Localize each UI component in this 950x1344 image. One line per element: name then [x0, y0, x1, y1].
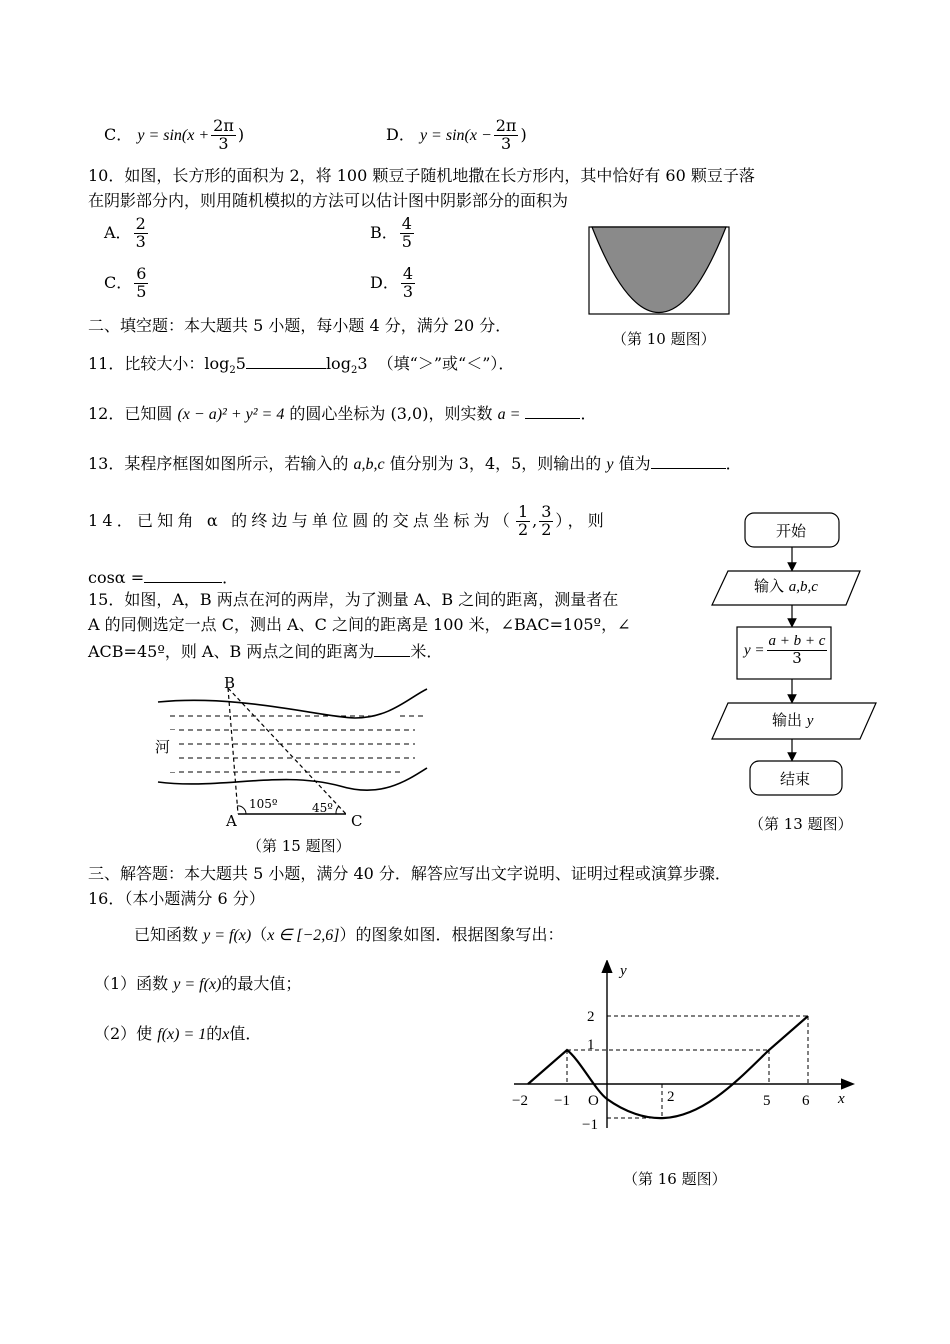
- q14-text: ），则: [555, 510, 609, 530]
- option-label: B．: [370, 222, 398, 242]
- q10-caption: （第 10 题图）: [612, 330, 716, 348]
- fraction: [539, 504, 553, 539]
- formula-text: ): [520, 124, 527, 144]
- q13-text: 13．某程序框图如图所示，若输入的: [88, 454, 349, 473]
- x-tick-label: 2: [667, 1089, 675, 1105]
- fraction: [516, 504, 530, 539]
- input-vars: a,b,c: [788, 579, 818, 595]
- q10-option-b: [370, 216, 416, 251]
- equation: f(x) = 1: [157, 1026, 207, 1043]
- log-base: 2: [350, 365, 358, 377]
- q9-option-d: [386, 118, 527, 153]
- fraction: [134, 266, 148, 301]
- flowchart-caption: （第 13 题图）: [749, 815, 853, 833]
- y-tick-label: 1: [587, 1037, 595, 1053]
- numerator: a + b + c: [768, 633, 826, 649]
- q16-text: ）的图象如图．根据图象写出：: [339, 925, 564, 944]
- fraction: [134, 216, 148, 251]
- denominator: 5: [401, 231, 412, 251]
- origin-label: O: [588, 1093, 599, 1109]
- q10-line2: 在阴影部分内，则用随机模拟的方法可以估计图中阴影部分的面积为: [88, 191, 569, 210]
- denominator: 3: [792, 648, 802, 667]
- point-b-label: B: [224, 674, 236, 692]
- q10-option-a: [104, 216, 150, 251]
- denominator: 3: [135, 231, 146, 251]
- q16-graph: [500, 960, 860, 1135]
- q15-text: ACB=45º，则 A、B 两点之间的距离为: [88, 642, 375, 661]
- section2-heading: 二、填空题：本大题共 5 小题，每小题 4 分，满分 20 分．: [88, 316, 512, 335]
- separator: ,: [532, 510, 538, 530]
- q11: [88, 352, 514, 377]
- y-tick-label: 2: [587, 1009, 595, 1025]
- fraction: [400, 216, 414, 251]
- assign-lhs: y =: [744, 642, 765, 659]
- numerator: 2: [135, 214, 146, 233]
- q10-line1: 10．如图，长方形的面积为 2，将 100 颗豆子随机地撒在长方形内，其中恰好有 60 颗豆子落: [88, 166, 755, 185]
- q12-text: ．: [580, 404, 597, 423]
- q14-text: cosα =: [88, 568, 145, 587]
- q12: [88, 402, 596, 424]
- answer-blank: [246, 352, 326, 369]
- q10-option-c: [104, 266, 150, 301]
- formula-text: y = sin(x +: [137, 126, 210, 144]
- segment-bc: [228, 688, 346, 814]
- flow-output-label: [772, 711, 813, 730]
- function: y = f(x): [173, 976, 222, 993]
- q11-text: 11．比较大小：: [88, 354, 205, 373]
- numerator: 3: [541, 502, 552, 521]
- q16-part1: [94, 974, 301, 994]
- denominator: 2: [517, 519, 529, 539]
- q16-text: 的最大值；: [221, 974, 302, 993]
- flow-end-label: 结束: [780, 770, 811, 788]
- denominator: 5: [136, 281, 147, 301]
- q16-stem: [134, 925, 564, 945]
- q13-text: 值为: [618, 454, 651, 473]
- q15-caption: （第 15 题图）: [247, 837, 351, 855]
- fraction: [494, 118, 519, 153]
- q13-text: 值分别为 3，4，5，则输出的: [389, 454, 602, 473]
- fraction: [211, 118, 236, 153]
- x-tick-label: −1: [554, 1093, 570, 1109]
- flow-assign-label: [744, 634, 829, 667]
- q16-text: （1）函数: [94, 974, 169, 993]
- q16-text: （2）使: [94, 1024, 153, 1043]
- numerator: 1: [517, 502, 529, 521]
- answer-blank: [525, 402, 580, 419]
- point-a-label: A: [226, 812, 237, 830]
- q16-text: 的: [206, 1024, 223, 1043]
- output-var: y: [806, 713, 814, 729]
- answer-blank: [144, 566, 222, 583]
- variables: a,b,c: [353, 456, 385, 473]
- river-dash-lines: [170, 716, 427, 772]
- option-label: A．: [104, 222, 132, 242]
- input-text: 输入: [754, 577, 785, 595]
- denominator: 3: [218, 133, 229, 153]
- flow-input-label: [754, 577, 818, 596]
- angle-c-arc: [336, 806, 339, 814]
- q16-title: 16．（本小题满分 6 分）: [88, 889, 265, 908]
- q16-text: （: [251, 925, 268, 944]
- segment-ab: [228, 688, 238, 814]
- y-tick-label: −1: [582, 1117, 598, 1133]
- q15-figure: [140, 672, 440, 832]
- numerator: 6: [136, 264, 147, 283]
- q16-part2: [94, 1024, 261, 1044]
- domain: x ∈ [−2,6]: [267, 927, 340, 944]
- q15-text: 米．: [410, 642, 443, 661]
- q9-option-c: [104, 118, 244, 153]
- fraction: [401, 266, 415, 301]
- output-text: 输出: [772, 711, 803, 729]
- log-text: log: [204, 354, 230, 373]
- q12-text: 的圆心坐标为: [289, 404, 386, 423]
- q14-line2: [88, 566, 238, 587]
- log-base: 2: [229, 365, 236, 377]
- option-label: C．: [104, 272, 133, 292]
- point-c-label: C: [351, 812, 363, 830]
- q11-hint: （填“＞”或“＜”）．: [377, 354, 515, 373]
- denominator: 2: [541, 519, 552, 539]
- y-axis-label: y: [620, 963, 627, 979]
- angle-c-label: 45º: [312, 801, 333, 815]
- angle-a-arc: [237, 806, 246, 814]
- formula-text: ): [237, 124, 245, 144]
- numerator: 4: [401, 214, 412, 233]
- q16-text: 值．: [229, 1024, 262, 1043]
- x-tick-label: 5: [763, 1093, 771, 1109]
- function: y = f(x): [203, 927, 252, 944]
- center-point: (3,0): [390, 404, 429, 423]
- river-label: 河: [155, 738, 171, 756]
- numerator: 4: [402, 264, 414, 283]
- q12-text: ，则实数: [428, 404, 493, 423]
- flow-start-label: 开始: [776, 522, 807, 540]
- q14-text: ．: [222, 568, 239, 587]
- q16-caption: （第 16 题图）: [623, 1170, 727, 1188]
- log-text: log: [325, 354, 351, 373]
- q15-line3: [88, 640, 442, 661]
- answer-blank: [651, 452, 726, 469]
- answer-blank: [374, 640, 410, 657]
- q13-text: ．: [725, 454, 742, 473]
- q15-line1: 15．如图，A，B 两点在河的两岸，为了测量 A、B 之间的距离，测量者在: [88, 590, 619, 609]
- circle-equation: (x − a)² + y² = 4: [177, 406, 285, 423]
- angle-a-label: 105º: [249, 797, 278, 811]
- denominator: 3: [402, 281, 414, 301]
- option-label: D．: [386, 124, 415, 144]
- x-tick-label: 6: [802, 1093, 810, 1109]
- q13: [88, 452, 742, 474]
- river-bank-bottom: [158, 768, 427, 790]
- variable: x: [222, 1026, 230, 1043]
- log-arg: 5: [235, 354, 246, 373]
- variable: y: [606, 456, 614, 473]
- q14-text: 14．已知角 α 的终边与单位圆的交点坐标为（: [88, 510, 514, 530]
- q15-line2: A 的同侧选定一点 C，测出 A、C 之间的距离是 100 米，∠BAC=105º，∠: [88, 615, 631, 634]
- q16-text: 已知函数: [134, 925, 199, 944]
- q14-line1: [88, 504, 608, 539]
- x-axis-label: x: [838, 1091, 845, 1107]
- q10-figure: [588, 226, 730, 316]
- q10-option-d: [370, 266, 417, 301]
- river-bank-top: [158, 689, 427, 718]
- option-label: D．: [370, 272, 399, 292]
- section3-heading: 三、解答题：本大题共 5 小题，满分 40 分．解答应写出文字说明、证明过程或演算步骤．: [88, 864, 731, 883]
- log-arg: 3: [357, 354, 368, 373]
- fraction: [767, 634, 828, 667]
- numerator: 2π: [495, 116, 517, 135]
- option-label: C．: [104, 124, 133, 144]
- q12-text: 12．已知圆: [88, 404, 173, 423]
- x-tick-label: −2: [512, 1093, 528, 1109]
- variable: a =: [497, 406, 521, 423]
- guide-lines: [567, 1016, 808, 1118]
- numerator: 2π: [213, 116, 234, 135]
- denominator: 3: [500, 133, 512, 153]
- formula-text: y = sin(x −: [419, 126, 492, 144]
